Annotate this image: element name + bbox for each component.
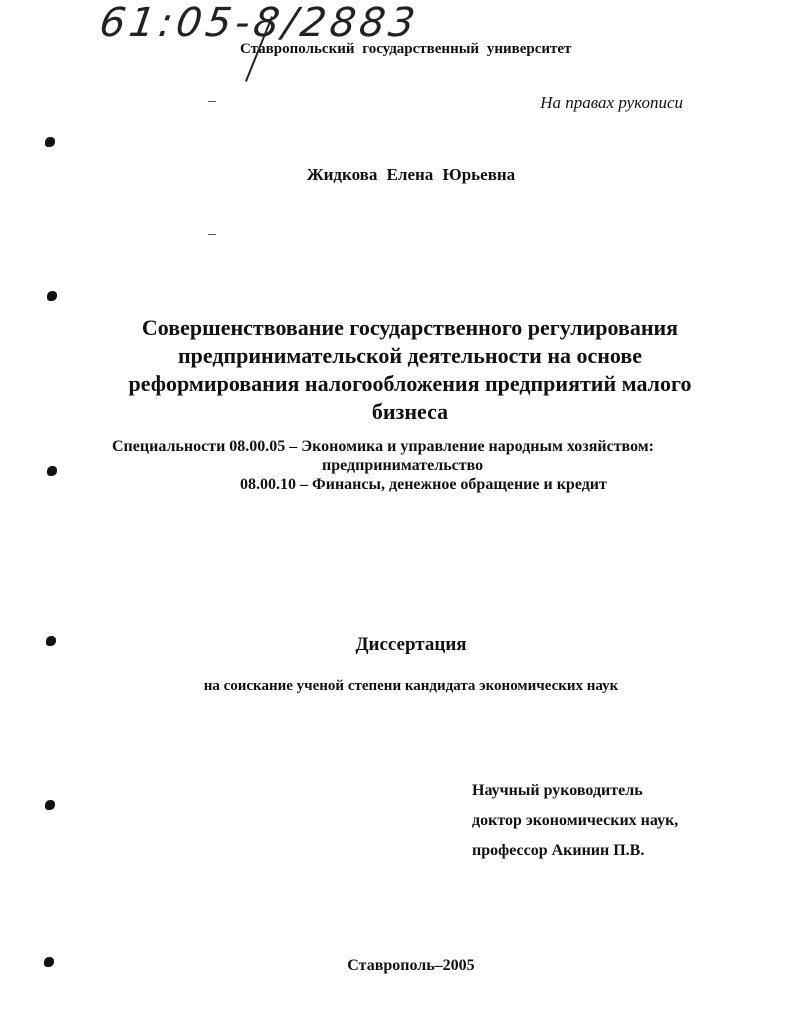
- university-name: Ставропольский государственный университет: [240, 41, 572, 57]
- advisor-role: Научный руководитель: [472, 782, 643, 799]
- dissertation-title: [60, 314, 760, 426]
- binding-hole-mark: [45, 800, 55, 810]
- title-line: бизнеса: [371, 399, 449, 424]
- author-name: Жидкова Елена Юрьевна: [306, 165, 516, 184]
- city-year: Ставрополь–2005: [347, 957, 475, 974]
- document-type: Диссертация: [355, 634, 467, 655]
- binding-hole-mark: [47, 291, 57, 301]
- specialty-line-2: предпринимательство: [322, 457, 484, 474]
- degree-statement: на соискание ученой степени кандидата экономических наук: [203, 678, 619, 694]
- advisor-name: профессор Акинин П.В.: [472, 842, 645, 859]
- specialty-line-1: Специальности 08.00.05 – Экономика и управление народным хозяйством:: [112, 438, 655, 455]
- binding-hole-mark: [45, 137, 55, 147]
- specialty-line-3: 08.00.10 – Финансы, денежное обращение и кредит: [240, 476, 607, 493]
- advisor-degree: доктор экономических наук,: [472, 812, 679, 829]
- scan-artifact: [208, 234, 216, 235]
- title-line: реформирования налогообложения предприятий малого: [128, 371, 692, 396]
- scan-artifact: [208, 101, 216, 102]
- title-line: Совершенствование государственного регулирования: [141, 315, 679, 340]
- title-line: предпринимательской деятельности на основе: [177, 343, 643, 368]
- scientific-advisor: [472, 776, 678, 866]
- rights-note: На правах рукописи: [540, 93, 683, 112]
- binding-hole-mark: [47, 466, 57, 476]
- archive-number-handwritten: 61:05-8/2883: [96, 0, 422, 46]
